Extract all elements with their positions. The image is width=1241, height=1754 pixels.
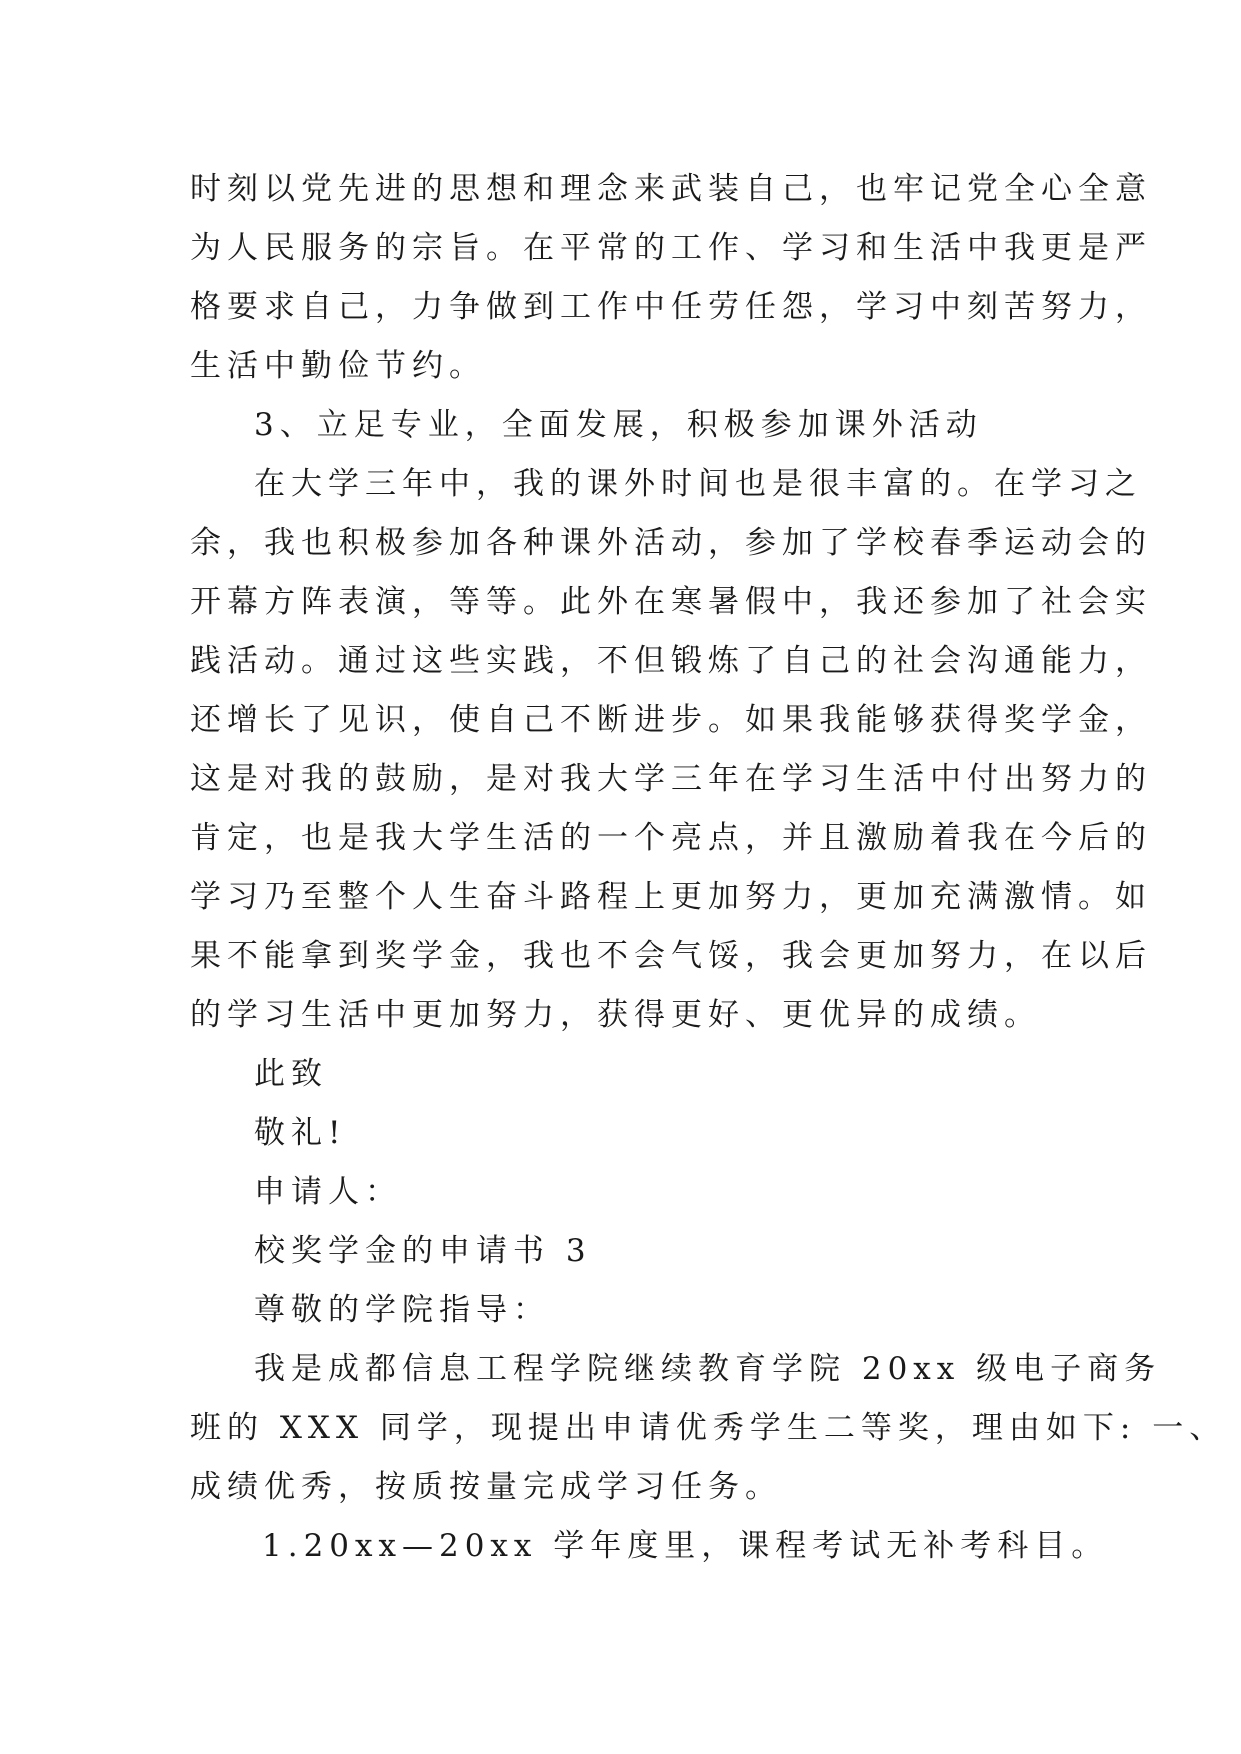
document-title: 校奖学金的申请书 3 [254, 1233, 592, 1269]
closing-regards: 敬礼! [254, 1115, 347, 1151]
text-line: 学习乃至整个人生奋斗路程上更加努力，更加充满激情。如 [190, 879, 1152, 915]
applicant-label: 申请人： [254, 1174, 402, 1210]
text-line: 践活动。通过这些实践，不但锻炼了自己的社会沟通能力， [190, 643, 1152, 679]
text-line: 生活中勤俭节约。 [190, 348, 486, 384]
text-line: 的学习生活中更加努力，获得更好、更优异的成绩。 [190, 997, 1041, 1033]
text-line: 肯定，也是我大学生活的一个亮点，并且激励着我在今后的 [190, 820, 1152, 856]
greeting: 尊敬的学院指导： [254, 1292, 550, 1328]
text-line: 还增长了见识，使自己不断进步。如果我能够获得奖学金， [190, 702, 1152, 738]
text-line: 成绩优秀，按质按量完成学习任务。 [190, 1469, 782, 1505]
text-line: 时刻以党先进的思想和理念来武装自己，也牢记党全心全意 [190, 171, 1152, 207]
section-heading: 3、立足专业，全面发展，积极参加课外活动 [254, 407, 983, 443]
text-line: 格要求自己，力争做到工作中任劳任怨，学习中刻苦努力， [190, 289, 1152, 325]
text-line: 在大学三年中，我的课外时间也是很丰富的。在学习之 [254, 466, 1142, 502]
text-line: 为人民服务的宗旨。在平常的工作、学习和生活中我更是严 [190, 230, 1152, 266]
closing-salutation: 此致 [254, 1056, 328, 1092]
text-line: 我是成都信息工程学院继续教育学院 20xx 级电子商务 [254, 1351, 1162, 1387]
text-line: 这是对我的鼓励，是对我大学三年在学习生活中付出努力的 [190, 761, 1152, 797]
text-line: 开幕方阵表演，等等。此外在寒暑假中，我还参加了社会实 [190, 584, 1152, 620]
text-line: 班的 XXX 同学，现提出申请优秀学生二等奖，理由如下: 一、 [190, 1410, 1227, 1446]
document-body [190, 160, 1227, 1576]
text-line: 余，我也积极参加各种课外活动，参加了学校春季运动会的 [190, 525, 1152, 561]
list-item: 1.20xx—20xx 学年度里，课程考试无补考科目。 [262, 1528, 1109, 1564]
text-line: 果不能拿到奖学金，我也不会气馁，我会更加努力，在以后 [190, 938, 1152, 974]
